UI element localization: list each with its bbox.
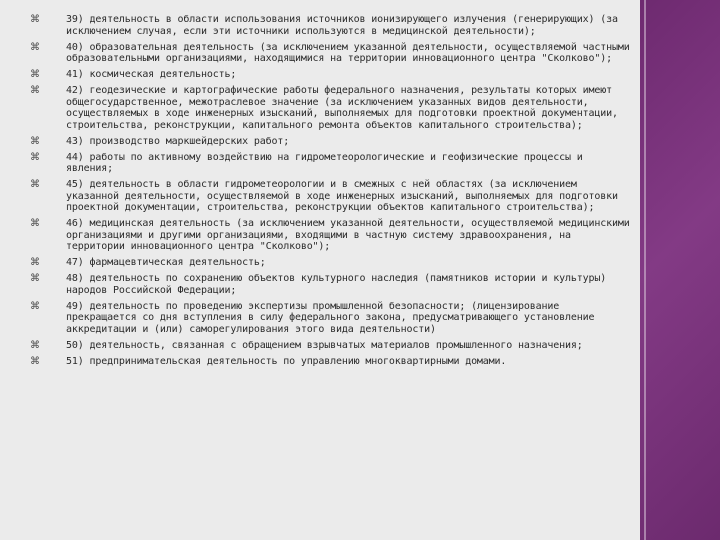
list-item-text: 46) медицинская деятельность (за исключением указанной деятельности, осуществляемой медицинскими организациями и другими организациями, входящими в частную систему здравоохранения, на территории инновационного центра "Сколково"); [66, 218, 630, 252]
bullet-icon: ⌘ [30, 135, 40, 147]
bullet-icon: ⌘ [30, 355, 40, 367]
list-item-text: 42) геодезические и картографические работы федерального назначения, результаты которых имеют общегосударственное, межотраслевое значение (за исключением указанных видов деятельности, осуществляемых в ходе инженерных изысканий, выполняемых для подготовки проектной документации, строительства, реконструкции, капитального ремонта объектов капитального строительства); [66, 85, 618, 131]
bullet-icon: ⌘ [30, 14, 40, 25]
list-item-text: 50) деятельность, связанная с обращением взрывчатых материалов промышленного назначения; [66, 339, 583, 351]
bullet-icon: ⌘ [30, 257, 40, 268]
list-item [30, 301, 630, 336]
bullet-icon: ⌘ [30, 69, 40, 80]
list-item [30, 69, 630, 81]
list-item [30, 340, 630, 352]
bullet-icon: ⌘ [30, 151, 40, 163]
list-item [30, 179, 630, 214]
list-item [30, 356, 630, 368]
list-item [30, 85, 630, 131]
list-item-text: 47) фармацевтическая деятельность; [66, 257, 266, 268]
list-item [30, 14, 630, 37]
list-item [30, 257, 630, 269]
list-item-text: 45) деятельность в области гидрометеорологии и в смежных с ней областях (за исключением указанной деятельности, осуществляемой в ходе инженерных изысканий, выполняемых для подготовки проектной документации, строительства, реконструкции объектов капитального строительства); [66, 179, 618, 213]
list-item-text: 48) деятельность по сохранению объектов культурного наследия (памятников истории и культуры) народов Российской Федерации; [66, 273, 607, 296]
decorative-divider [644, 0, 646, 540]
list-item [30, 152, 630, 175]
list-item-text: 39) деятельность в области использования источников ионизирующего излучения (генерирующих) (за исключением случая, если эти источники используются в медицинской деятельности); [66, 14, 618, 37]
decorative-side-band [640, 0, 720, 540]
bullet-icon: ⌘ [30, 41, 40, 53]
list-item [30, 218, 630, 253]
list-item-text: 40) образовательная деятельность (за исключением указанной деятельности, осуществляемой частными образовательными организациями, находящимися на территории инновационного центра "Сколково"); [66, 41, 630, 64]
list-item-text: 49) деятельность по проведению экспертизы промышленной безопасности; (лицензирование прекращается со дня вступления в силу федерального закона, предусматривающего установление аккредитации и (или) саморегулирования этого вида деятельности) [66, 300, 595, 335]
bullet-icon: ⌘ [30, 273, 40, 284]
list-item [30, 273, 630, 296]
license-activity-list [30, 14, 630, 372]
bullet-icon: ⌘ [30, 218, 40, 229]
bullet-icon: ⌘ [30, 179, 40, 190]
bullet-icon: ⌘ [30, 300, 40, 312]
list-item [30, 42, 630, 65]
list-item [30, 136, 630, 148]
list-item-text: 51) предпринимательская деятельность по управлению многоквартирными домами. [66, 355, 507, 367]
bullet-icon: ⌘ [30, 339, 40, 351]
list-item-text: 41) космическая деятельность; [66, 69, 237, 80]
list-item-text: 43) производство маркшейдерских работ; [66, 135, 290, 147]
bullet-icon: ⌘ [30, 85, 40, 96]
list-item-text: 44) работы по активному воздействию на гидрометеорологические и геофизические процессы и явления; [66, 151, 583, 174]
